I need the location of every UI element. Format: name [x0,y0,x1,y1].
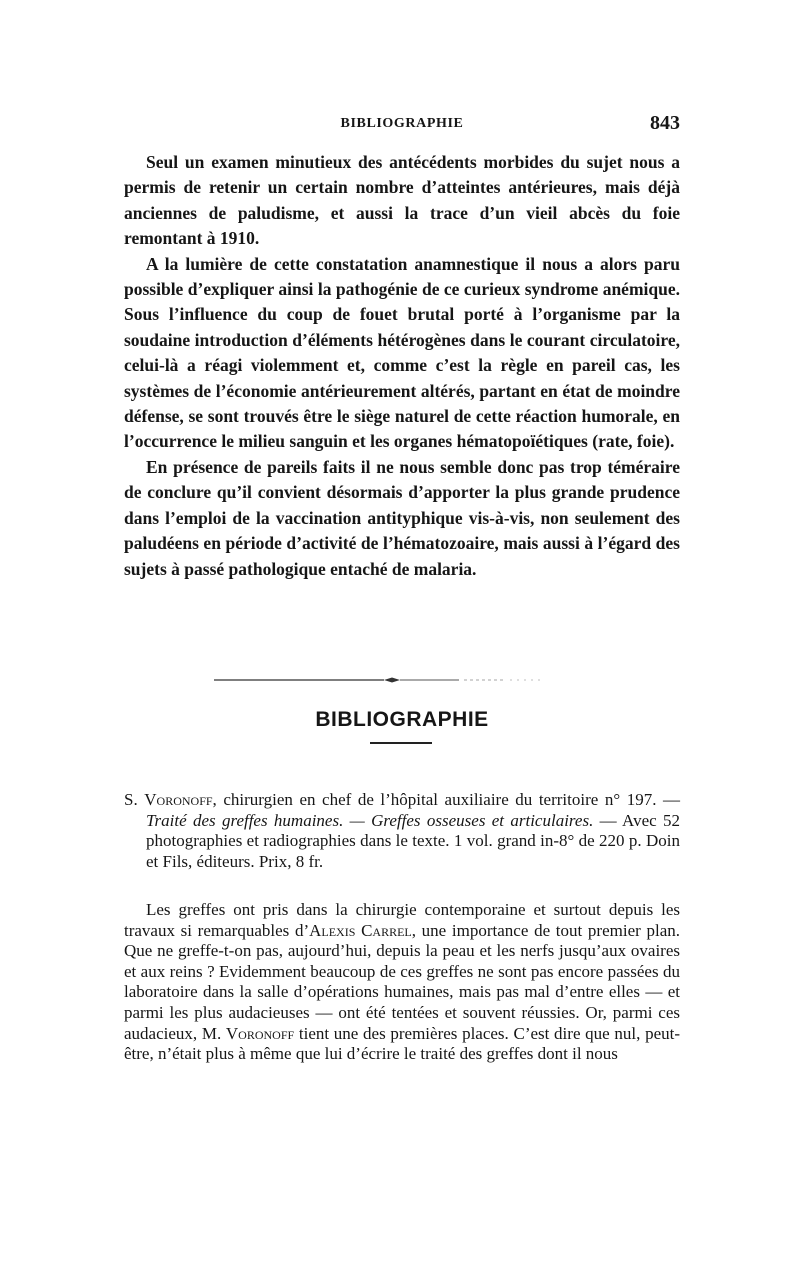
author-name: Voronoff [144,790,213,809]
author-initial: S. [124,790,145,809]
review-text: Les greffes ont pris dans la chirurgie contemporaine et surtout depuis les travaux si remarquables d’ [124,900,680,940]
running-head [124,112,680,138]
ornamental-divider [214,677,544,683]
book-details: — Avec 52 photographies et radiographies dans le texte. 1 vol. grand in-8° de 220 p. Doin et Fils, éditeurs. Prix, 8 fr. [146,810,681,871]
paragraph: En présence de pareils faits il ne nous semble donc pas trop téméraire de conclure qu’il convient désormais d’apporter la plus grande prudence dans l’emploi de la vaccination antityphique vis-à-vis, non seulement des paludéens en période d’activité de l’hématozoaire, mais aussi à l’égard des sujets à passé pathologique entaché de malaria. [124,456,680,579]
running-title: BIBLIOGRAPHIE [340,116,464,131]
person-name: Voronoff [225,1023,295,1043]
person-name: Alexis Carrel [309,920,412,940]
bibliography-citation [124,790,680,872]
author-role: , chirurgien en chef de l’hôpital auxiliaire du territoire n° 197. — [212,790,680,809]
book-title: Traité des greffes humaines. — Greffes osseuses et articulaires. [146,810,594,830]
bibliography-entry [124,790,680,872]
heading-underline [370,742,432,744]
section-heading: BIBLIOGRAPHIE [315,708,489,731]
review-paragraph [124,900,680,1065]
review-text: , une importance de tout premier plan. Que ne greffe-t-on pas, aujourd’hui, depuis la peau et les nerfs jusqu’aux ovaires et aux reins ? Evidemment beaucoup de ces greffes ne sont pas encore passées du laboratoire dans la salle d’opérations humaines, mais pas mal d’entre elles — et parmi les plus audacieuses — ont été tentées et souvent réussies. Or, parmi ces audacieux, M. [124,920,680,1043]
review-text: tient une des premières places. C’est dire que nul, peut-être, n’était plus à même que lui d’écrire le traité des greffes dont il nous [124,1023,680,1064]
paragraph: A la lumière de cette constatation anamnestique il nous a alors paru possible d’expliquer ainsi la pathogénie de ce curieux syndrome anémique. Sous l’influence du coup de fouet brutal porté à l’organisme par la soudaine introduction d’éléments hétérogènes dans le courant circulatoire, celui-là a réagi violemment et, comme c’est la règle en pareil cas, les systèmes de l’économie antérieurement altérés, partant en état de moindre défense, se sont trouvés être le siège naturel de cette réaction humorale, en l’occurrence le milieu sanguin et les organes hématopoïétiques (rate, foie). [124,253,680,452]
book-review [124,900,680,1065]
page-number: 843 [650,112,680,134]
article-conclusion [124,150,680,582]
paragraph: Seul un examen minutieux des antécédents morbides du sujet nous a permis de retenir un certain nombre d’atteintes antérieures, mais déjà anciennes de paludisme, et aussi la trace d’un vieil abcès du foie remontant à 1910. [124,152,680,249]
